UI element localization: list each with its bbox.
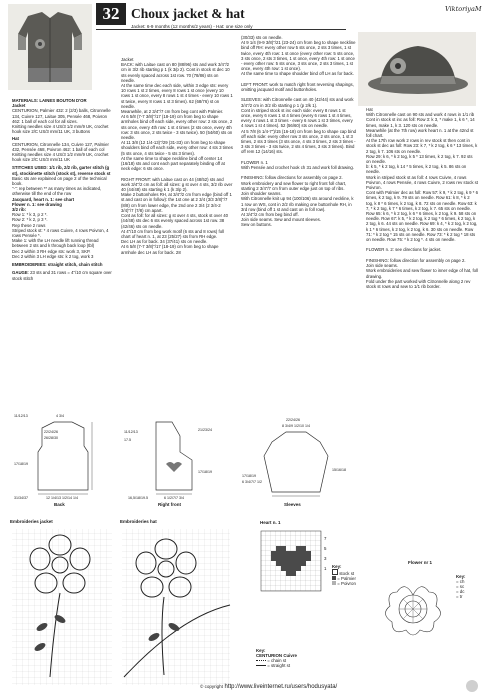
sleeve-width-label: 17/18/19 xyxy=(242,474,256,478)
sleeve-height-label: 15/16/18 xyxy=(332,468,346,472)
flower-crochet-chart xyxy=(370,560,482,664)
right-front-shape xyxy=(118,412,233,504)
page-title: Choux jacket & hat xyxy=(131,6,245,21)
flower-key-dc: = dc xyxy=(456,589,465,594)
rib-text: Row 1: * k 3, p 2 *. Row 2: * k 2, p 3 *. Rep these 2 rows xyxy=(12,212,48,228)
jacquard-title: Jacquard, heart n. 1: see chart xyxy=(12,196,75,202)
flower-key-sc: = sc xyxy=(456,584,465,589)
embroidery-key-chain-text: = chain st xyxy=(267,658,287,663)
materials-jacket-text: CENTURION, Palmier 432: 2 (2/3) balls, Citronnelle 134, Cuivre 127, Laitue 305, Pensée 468, Poivron 462: 1 ball of each col for all sizes. Knitting needles size 4 US/3 1/2 mm/9 UK, crochet hook size 2/C US/3 mm/11 UK, 3 buttons xyxy=(12,108,111,135)
flower-grid-hat xyxy=(120,527,232,687)
materials-hat-text: CENTURION, Citronnelle 134, Cuivre 127, Palmier 432, Pensée 468, Poivron 462: 1 ball of each col Knitting needles size 4 US/3 1/2 mm/9 UK, crochet hook size 2/C US/3 mm/11 UK xyxy=(12,141,109,163)
column-materials xyxy=(12,98,112,281)
heart-row-1: 1 xyxy=(324,566,327,571)
striped-text: Striped stock st: * 4 rows Cuivre, 4 rows Poivron, 4 rows Pensée *. xyxy=(12,227,110,239)
embroidery-key-title: Key: xyxy=(256,648,266,653)
pattern-number xyxy=(96,3,126,25)
sleeve-top-label: 22/24/26 xyxy=(286,418,300,422)
sleeve-width2-label: 6 3/4/7/7 1/2 xyxy=(242,480,262,484)
stitches-title: STITCHES USED: 1/1 rib, 2/2 rib, garter stitch (g st), stockinette stitch (stock st), reverse stock st xyxy=(12,165,111,176)
gauge-text: : 23 sts and 31 rows = 4"/10 cm square over stock stitch xyxy=(12,270,114,281)
front-d2-label: 17.5 xyxy=(124,438,131,442)
flower-chart-label: Flower nr 1 xyxy=(408,560,433,565)
back-width2-label: 12 1/4/13 1/2/14 1/4 xyxy=(46,496,78,500)
heart-key-poivron xyxy=(332,581,366,586)
flower-chart-diagram xyxy=(374,570,452,648)
back-neck-label: 4 3/4 xyxy=(56,414,64,418)
right-front-label: Right front xyxy=(158,502,181,507)
front-h1-label: 17/18/19 xyxy=(198,470,212,474)
stitches-text: Basic sts are explained on page 2 of the technical book. "-": rep between ** as many times as indicated, otherwise till the end of the row xyxy=(12,175,107,197)
footer-copyright: © copyright xyxy=(200,684,223,689)
heart-row-7: 7 xyxy=(324,536,327,541)
jacket-illustration xyxy=(8,4,92,90)
flower-key-ch: = ch xyxy=(456,579,465,584)
front-d3-label: 21/23/24 xyxy=(198,428,212,432)
embroidery-key-brand: CENTURION Cuivre xyxy=(256,653,297,658)
page-subtitle: Jacket: 6-9 months (12 months/2 years) - Hat: one size only xyxy=(131,24,253,29)
back-d2-label: 26/28/30 xyxy=(44,436,58,440)
make1-text: Make 1: with the LH needle lift running thread between 2 sts and k through back loop (tbl) Dec 2 within 3 RH edge sts: work 3, SKP. Dec 2 within 3 LH edge sts: k 2 tog, work 3 xyxy=(12,238,99,259)
sleeve-top2-label: 8 3/4/9 1/2/10 1/4 xyxy=(282,424,310,428)
signature: ViktoriyaM xyxy=(445,5,482,13)
flower-grid-jacket xyxy=(10,527,114,687)
heart-chart-label: Heart n. 1 xyxy=(260,520,281,525)
header-rule xyxy=(96,29,346,30)
schematic-right-front xyxy=(118,412,233,512)
footer-watermark-icon xyxy=(466,680,478,692)
sleeves-label: Sleeves xyxy=(284,502,301,507)
embroideries-jacket xyxy=(10,519,114,687)
gauge-title: GAUGE xyxy=(12,270,28,276)
heart-key-poivron-text: = Poivron xyxy=(337,581,356,586)
flower-title: Flower n. 1: see drawing xyxy=(12,201,62,207)
heart-key-palmier-text: = Palmier xyxy=(337,576,356,581)
materials-jacket-title: Jacket xyxy=(12,103,26,109)
hat-illustration xyxy=(358,32,476,106)
back-shape xyxy=(14,412,112,504)
heart-key-stock xyxy=(332,569,366,576)
embroidery-key-straight-text: = straight st xyxy=(267,663,291,668)
embroideries-hat-label: Embroideries hat xyxy=(120,519,157,524)
rib-title: 3/2 rib: xyxy=(12,207,27,213)
back-label: Back xyxy=(54,502,65,507)
column-jacket-instructions: Jacket BACK: with Laitue cast on 80 (88/96) sts and work 3/4"/2 cm in 3/2 rib starting p 1 (k 3/p 2). Cont in stock st dec 10 sts evenly spaced across 1st row. 70 (78/86) sts on needle. At the same time dec each side, within 3 edge sts: every 10 rows 1 st 2 times, every 8 rows 1 st once (every 10 rows 1 st once, every 8 rows 1 st 4 times - every 10 rows 1 st twice, every 8 rows 1 st 3 times). 62 (68/76) st on needle. Meanwhile, at 2 3/4"/7 cm from beg cont with Palmier. At 6 5/8 (7-7 3/8)"/17 (18-19) cm from beg to shape armholes bind off each side, every other row: 2 sts once, 2 sts once, every 4th row: 1 st 4 times (2 sts once, every 4th row: 3 sts once, 2 sts twice - 3 sts twice). 50 (54/60) sts on needle. At 11 3/8 (12 1/4-13)"/29 (31-33) cm from beg to shape shoulders bind off each side, every other row: 4 sts 3 times (5 sts once, 4 sts twice - 5 sts 3 times). At the same time to shape neckline bind off center 14 (16/18) sts and cont each part separately binding off at neck edge: 6 sts once. RIGHT FRONT: with Laitue cast on 44 (48/52) sts and work 3/4"/2 cm as foll: all sizes: g st over 4 sts, 3/2 rib over 40 (44/48) sts starting k 1 (k 3/p 2). Make 2 buttonholes RH, at 3/4"/2 cm from edge (bind off 1 st and cast on in follow): the 1st one at 2 3/4 (3/3 3/8)"/7 (8/8) cm from lower edge, the 2nd one 2 3/4 (2 3/4-2 3/4)"/7 (7/8) cm apart. Cont as foll: for all sizes: g st over 4 sts, stock st over 40 (44/48) sts dec 6 sts evenly spaced across 1st row. 38 (42/46) sts on needle. At 4"/10 cm from beg work motif (6 sts and 8 rows) foll chart of heart n. 1, at 23 (25/27) sts from RH edge. Dec LH as for back. 34 (37/41) sts on needle. At 6 5/8 (7-7 3/8)"/17 (18-19) cm from beg to shape armhole dec LH as for back. 28 xyxy=(121,57,233,255)
front-d1-label: 11/12/13 xyxy=(124,430,138,434)
embroideries-title: EMBROIDERIES: straight stitch, chain stitch xyxy=(12,262,103,268)
materials-hat-title: Hat xyxy=(12,136,19,142)
materials-title: MATERIALS: LAINES BOUTON D'OR xyxy=(12,98,87,103)
back-h1-label: 17/18/19 xyxy=(14,462,28,466)
footer-url[interactable]: http://www.liveinternet.ru/users/hodusyata/ xyxy=(224,684,338,690)
column-hat-instructions: Hat With Citronnelle cast on 90 sts and work 4 rows in 1/1 rib Cont in stock st inc as foll: Row 3: k 3, * make 1, k 6 *, 14 times, make 1, k 3. 120 sts on needle. Meanwhile (at the 7th row) work heart n. 1 at the 42nd st foll chart. At the 17th row work 2 rows in rev stock st then cont in stock st dec as foll: Row 23: k 7, * k 2 tog, k 6 * 13 times, k 2 tog, k 7. 106 sts on needle. Row 29: k 6, * k 2 tog, k 5 * 13 times, k 2 tog, k 7. 92 sts on needle. b: k 5, * k 2 tog, k 14 * 5 times, k 2 tog, k 5. 86 sts on needle. Work in striped stock st as foll: 4 rows Cuivre, 4 rows Poivron, 4 rows Pensée, 4 rows Cuivre, 2 rows rev stock st Poivron. Cont with Palmier dec as foll: Row 57: k 9, * k 2 tog, k 9 * 6 times, k 2 tog, k 9. 79 sts on needle. Row 61: k 8, * k 2 tog, k 8 * 6 times, k 2 tog, k 8. 72 sts on needle. Row 63: k 7, * k 2 tog, k 7 * 6 times, k 2 tog, k 7. 65 sts on needle. Row 65: k 6, * k 2 tog, k 6 * 6 times, k 2 tog, k 9. 58 sts on needle. Row 67: k 5, * k 2 tog, k 2 tog * 6 times, k 2 tog, k 2 tog, k 6. 44 sts on needle. Row 69: k 4, * k 2 tog, k 2 tog, k 1 * 6 times, k 2 tog, k 2 tog, k 6. 30 sts on needle. Row 71: * k 2 tog * 15 sts on needle. Row 73: * k 2 tog * 18 sts on needle. Row 75: * k 2 tog *. 4 sts on needle. FLOWER n. 2: see directions for jacket. FINISHING: follow direction for assembly on page 2. Join side seams. Work embroideries and sew flower to inner edge of hat, foll drawing. Fold under the part worked with Citronnelle along 2 rev stock st rows and sew to 1/1 rib border. xyxy=(366,107,479,289)
column-fronts-sleeves: (30/33) sts on needle. At 9 1/4 (9-9 3/8)"/21 (23-24) cm from beg to shape neckline bind off RH: every other row 5 sts once, 2 sts 3 times, 1 st twice, every 4th row: 1 st once (every other row: 5 sts once, 3 sts once, 2 sts 3 times, 1 st once, every 4th row: 1 st once - every other row: 5 sts once, 3 sts once, 2 sts 3 times, 1 st once, every 4th row: 1 st once). At the same time to shape shoulder bind off LH as for back. LEFT FRONT: work to match right front reversing shapings, omitting jacquard motif and buttonholes. SLEEVES: with Citronnelle cast on 40 (42/44) sts and work 3/4"/2 cm in 3/2 rib starting p 1 (p 2/k 1). Cont in striped stock st inc each side: every 8 rows 1 st once, every 6 rows 1 st 4 times (every 6 rows 1 st 4 times, every 4 rows 1 st 3 times - every 6 rows 1 st 3 times, every 4 rows 1 st 4 times). 52 (56/60) sts on needle. At 5 7/8 (6 1/4-7")/15 (16-18) cm from beg to shape cap bind off each side: every other row 3 sts once, 2 sts once, 1 st 3 times, 2 sts 3 times (3 sts once, 4 sts 3 times, 2 sts 3 times - 3 sts 3 times - 3 sts twice, 2 sts 4 times, 3 sts 3 times). Bind off rem 12 (14/16) sts. FLOWER n. 1 With Pensée and crochet hook ch 31 and work foll drawing. FINISHING: follow directions for assembly on page 2. Work embroidery and sew flower to right front foll chart, starting 2 3/4"/7 cm from outer edge just on top of ribs. Join shoulder seams. With Citronnelle knit up 94 (100/106) sts around neckline, k 1 row on WS, cont in 2/2 rib making one buttonhole RH, in 3rd row (bind off 1 st and cast on in foll row). At 3/4"/2 cm from beg bind off. Join side seams. Sew and mount sleeves. Sew on buttons. xyxy=(241,35,356,228)
heart-key xyxy=(332,564,366,586)
gauge-paragraph xyxy=(12,270,112,280)
footer xyxy=(200,684,488,690)
heart-row-numbers xyxy=(324,536,332,571)
heart-chart-grid xyxy=(260,530,322,592)
front-w2-label: 6 1/2/7/7 3/4 xyxy=(164,496,184,500)
embroideries-jacket-label: Embroideries jacket xyxy=(10,519,53,524)
heart-row-3: 3 xyxy=(324,556,327,561)
flower-key xyxy=(456,574,482,599)
heart-chart-panel xyxy=(254,520,364,650)
flower-key-title: Key: xyxy=(456,574,466,579)
schematic-sleeves xyxy=(242,412,352,512)
back-d1-label: 22/24/26 xyxy=(44,430,58,434)
schematic-back xyxy=(14,412,112,512)
heart-row-5: 5 xyxy=(324,546,327,551)
jacket-photo xyxy=(8,4,92,90)
embroideries-hat xyxy=(120,519,232,687)
hat-photo xyxy=(358,32,476,106)
heart-key-title: Key: xyxy=(332,564,342,569)
front-w1-label: 16,5/18/19.5 xyxy=(128,496,148,500)
pattern-number-text: 32 xyxy=(102,4,120,23)
back-width-label: 31/34/37 xyxy=(14,496,28,500)
heart-key-stock-text: stock st xyxy=(339,571,355,576)
embroidery-key xyxy=(256,648,356,668)
embroidery-key-straight xyxy=(256,663,356,668)
back-shoulder-label: 11/12/13 xyxy=(14,414,28,418)
flower-key-tr: = tr xyxy=(456,594,463,599)
